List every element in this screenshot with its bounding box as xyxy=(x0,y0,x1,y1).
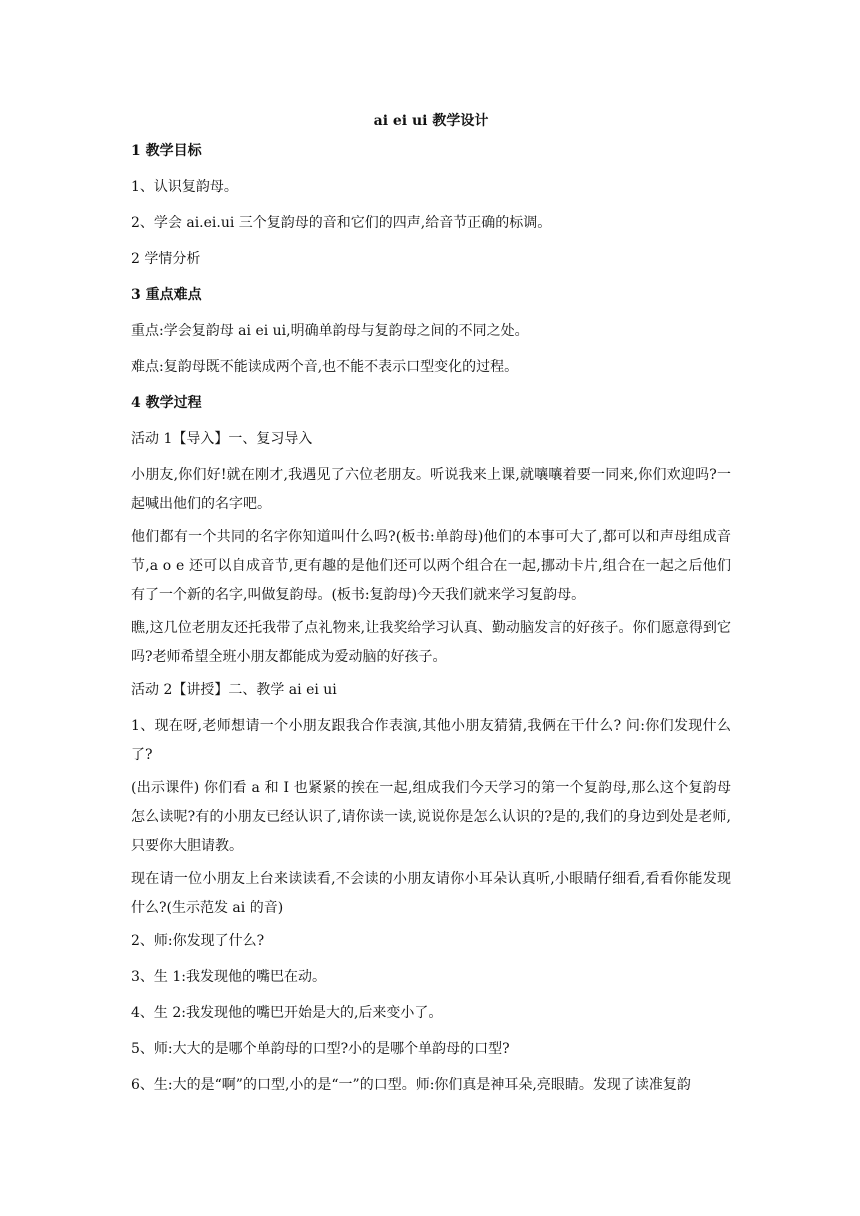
objective-item: 1、认识复韵母。 xyxy=(131,179,238,195)
paragraph: 他们都有一个共同的名字你知道叫什么吗?(板书:单韵母)他们的本事可大了,都可以和声母组成音节,a o e 还可以自成音节,更有趣的是他们还可以两个组合在一起,挪动卡片,组合在一起之后他们有了一个新的名字,叫做复韵母。(板书:复韵母)今天我们就来学习复韵母。 xyxy=(131,529,731,603)
dialogue-item: 3、生 1:我发现他的嘴巴在动。 xyxy=(131,969,326,985)
dialogue-item: 4、生 2:我发现他的嘴巴开始是大的,后来变小了。 xyxy=(131,1005,443,1021)
dialogue-item: 2、师:你发现了什么? xyxy=(131,933,265,949)
paragraph: 小朋友,你们好!就在刚才,我遇见了六位老朋友。听说我来上课,就嚷嚷着要一同来,你们欢迎吗?一起喊出他们的名字吧。 xyxy=(131,467,731,512)
paragraph: 瞧,这几位老朋友还托我带了点礼物来,让我奖给学习认真、勤动脑发言的好孩子。你们愿意得到它吗?老师希望全班小朋友都能成为爱动脑的好孩子。 xyxy=(131,620,731,665)
dialogue-item: 5、师:大大的是哪个单韵母的口型?小的是哪个单韵母的口型? xyxy=(131,1041,510,1057)
document-body xyxy=(131,108,731,1111)
section-heading-key-points: 3 重点难点 xyxy=(131,287,202,303)
section-heading-process: 4 教学过程 xyxy=(131,395,202,411)
dialogue-item: 6、生:大的是“啊”的口型,小的是“一”的口型。师:你们真是神耳朵,亮眼睛。发现了读准复韵 xyxy=(131,1077,691,1093)
section-heading-student-analysis: 2 学情分析 xyxy=(131,251,201,267)
paragraph: 现在请一位小朋友上台来读读看,不会读的小朋友请你小耳朵认真听,小眼睛仔细看,看看你能发现什么?(生示范发 ai 的音) xyxy=(131,871,731,916)
paragraph: 1、现在呀,老师想请一个小朋友跟我合作表演,其他小朋友猜猜,我俩在干什么? 问:你们发现什么了? xyxy=(131,718,731,763)
section-heading-objectives: 1 教学目标 xyxy=(131,143,202,159)
activity-heading: 活动 2【讲授】二、教学 ai ei ui xyxy=(131,682,337,698)
key-point-item: 难点:复韵母既不能读成两个音,也不能不表示口型变化的过程。 xyxy=(131,359,519,375)
activity-heading: 活动 1【导入】一、复习导入 xyxy=(131,431,313,447)
paragraph: (出示课件) 你们看 a 和 I 也紧紧的挨在一起,组成我们今天学习的第一个复韵母,那么这个复韵母怎么读呢?有的小朋友已经认识了,请你读一读,说说你是怎么认识的?是的,我们的身边到处是老师,只要你大胆请教。 xyxy=(131,780,731,854)
objective-item: 2、学会 ai.ei.ui 三个复韵母的音和它们的四声,给音节正确的标调。 xyxy=(131,215,552,231)
key-point-item: 重点:学会复韵母 ai ei ui,明确单韵母与复韵母之间的不同之处。 xyxy=(131,323,529,339)
document-title: ai ei ui 教学设计 xyxy=(373,113,489,129)
